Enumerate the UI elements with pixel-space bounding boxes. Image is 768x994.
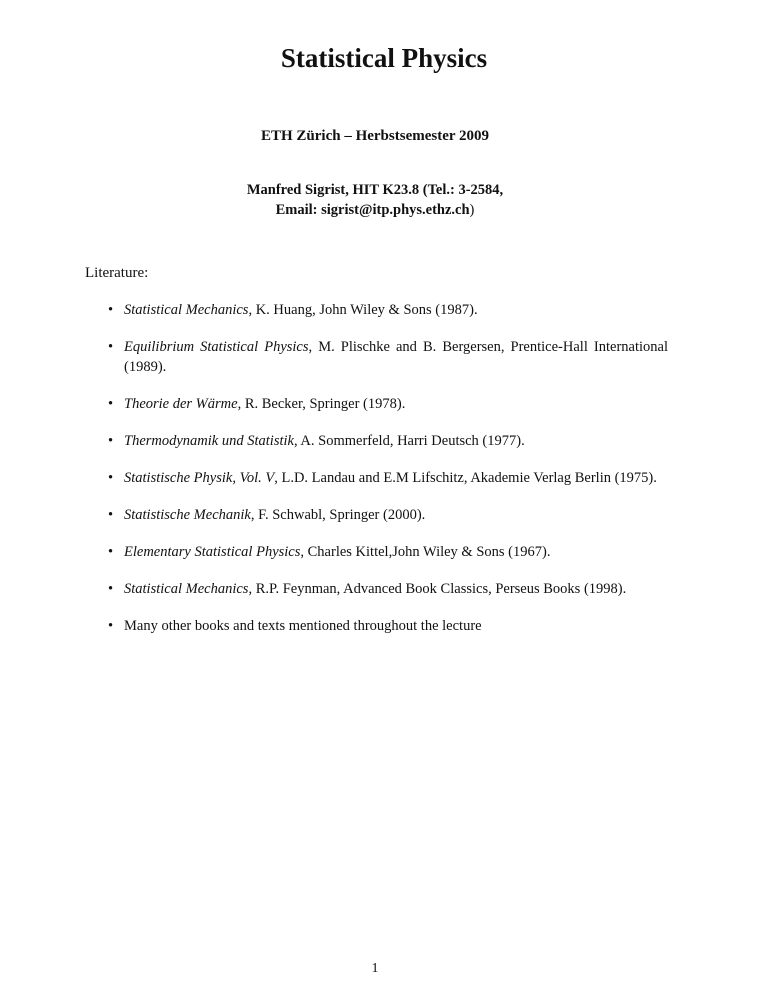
book-title: Equilibrium Statistical Physics	[124, 339, 309, 355]
book-title: Thermodynamik und Statistik	[124, 433, 294, 449]
bullet-icon: •	[108, 581, 114, 597]
literature-list	[108, 300, 668, 653]
list-item	[108, 542, 668, 562]
bullet-icon: •	[108, 396, 114, 412]
bullet-icon: •	[108, 470, 114, 486]
list-item	[108, 468, 668, 488]
document-title: Statistical Physics	[280, 43, 488, 73]
book-title: Elementary Statistical Physics	[124, 544, 301, 560]
book-details: , M. Plischke and B. Bergersen, Prentice-Hall International (1989).	[124, 339, 668, 375]
author-block	[0, 180, 750, 220]
list-item	[108, 505, 668, 525]
book-details: , R. Becker, Springer (1978).	[237, 396, 406, 412]
bullet-icon: •	[108, 339, 114, 355]
bullet-icon: •	[108, 544, 114, 560]
book-details: , R.P. Feynman, Advanced Book Classics, Perseus Books (1998).	[248, 581, 627, 597]
book-details: , K. Huang, John Wiley & Sons (1987).	[248, 302, 478, 318]
list-item	[108, 616, 668, 636]
list-item	[108, 579, 668, 599]
author-email-close: )	[469, 202, 475, 218]
list-item	[108, 431, 668, 451]
book-title: Statistische Mechanik	[124, 507, 251, 523]
book-details: , L.D. Landau and E.M Lifschitz, Akademie Verlag Berlin (1975).	[274, 470, 657, 486]
book-details: , A. Sommerfeld, Harri Deutsch (1977).	[293, 433, 525, 449]
book-details: , Charles Kittel,John Wiley & Sons (1967).	[300, 544, 551, 560]
page-number: 1	[371, 961, 379, 976]
list-item	[108, 394, 668, 414]
course-subtitle: ETH Zürich – Herbstsemester 2009	[260, 128, 490, 144]
book-details: , F. Schwabl, Springer (2000).	[250, 507, 426, 523]
bullet-icon: •	[108, 302, 114, 318]
bullet-icon: •	[108, 433, 114, 449]
book-title: Theorie der Wärme	[124, 396, 238, 412]
bullet-icon: •	[108, 507, 114, 523]
author-email: Email: sigrist@itp.phys.ethz.ch	[275, 202, 470, 218]
book-details: Many other books and texts mentioned throughout the lecture	[124, 618, 482, 634]
book-title: Statistische Physik, Vol. V	[124, 470, 275, 486]
author-line-2	[0, 200, 750, 220]
list-item	[108, 300, 668, 320]
book-title: Statistical Mechanics	[124, 581, 249, 597]
literature-label: Literature:	[85, 265, 149, 281]
list-item	[108, 337, 668, 377]
bullet-icon: •	[108, 618, 114, 634]
book-title: Statistical Mechanics	[124, 302, 249, 318]
author-line-1: Manfred Sigrist, HIT K23.8 (Tel.: 3-2584,	[246, 182, 504, 198]
